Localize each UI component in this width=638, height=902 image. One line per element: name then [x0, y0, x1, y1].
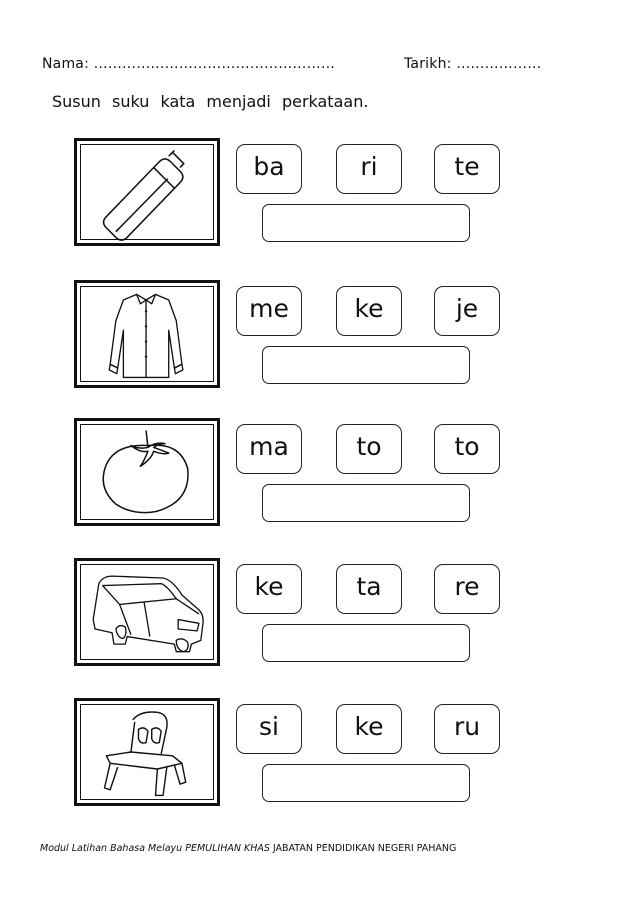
answer-box[interactable] — [262, 624, 470, 662]
footer-department: JABATAN PENDIDIKAN NEGERI PAHANG — [269, 843, 457, 854]
syllable-card[interactable]: me — [236, 286, 302, 336]
syllable-card[interactable]: te — [434, 144, 500, 194]
syllable-card[interactable]: ru — [434, 704, 500, 754]
syllable-card[interactable]: to — [336, 424, 402, 474]
syllable-card[interactable]: ke — [236, 564, 302, 614]
exercise-row — [0, 138, 638, 258]
footer — [40, 843, 456, 854]
syllable-card[interactable]: ke — [336, 286, 402, 336]
picture-frame — [74, 418, 220, 526]
syllable-card[interactable]: ba — [236, 144, 302, 194]
battery-icon — [77, 141, 217, 243]
car-icon — [77, 561, 217, 663]
shirt-icon — [77, 283, 217, 385]
tomato-icon — [77, 421, 217, 523]
name-field[interactable]: Nama: …………………………………………… — [42, 56, 336, 72]
chair-icon — [77, 701, 217, 803]
answer-box[interactable] — [262, 346, 470, 384]
syllable-card[interactable]: ke — [336, 704, 402, 754]
syllable-card[interactable]: je — [434, 286, 500, 336]
picture-frame — [74, 280, 220, 388]
picture-frame — [74, 558, 220, 666]
picture-frame — [74, 698, 220, 806]
exercise-row — [0, 698, 638, 818]
syllable-card[interactable]: re — [434, 564, 500, 614]
syllable-card[interactable]: ta — [336, 564, 402, 614]
syllable-card[interactable]: ma — [236, 424, 302, 474]
footer-module-title: Modul Latihan Bahasa Melayu PEMULIHAN KHAS — [40, 843, 270, 854]
syllable-card[interactable]: to — [434, 424, 500, 474]
instruction-text: Susun suku kata menjadi perkataan. — [52, 92, 369, 111]
syllable-card[interactable]: ri — [336, 144, 402, 194]
date-field[interactable]: Tarikh: ……………… — [404, 56, 542, 72]
exercise-row — [0, 558, 638, 678]
answer-box[interactable] — [262, 204, 470, 242]
exercise-row — [0, 280, 638, 400]
exercise-row — [0, 418, 638, 538]
syllable-card[interactable]: si — [236, 704, 302, 754]
answer-box[interactable] — [262, 484, 470, 522]
picture-frame — [74, 138, 220, 246]
answer-box[interactable] — [262, 764, 470, 802]
